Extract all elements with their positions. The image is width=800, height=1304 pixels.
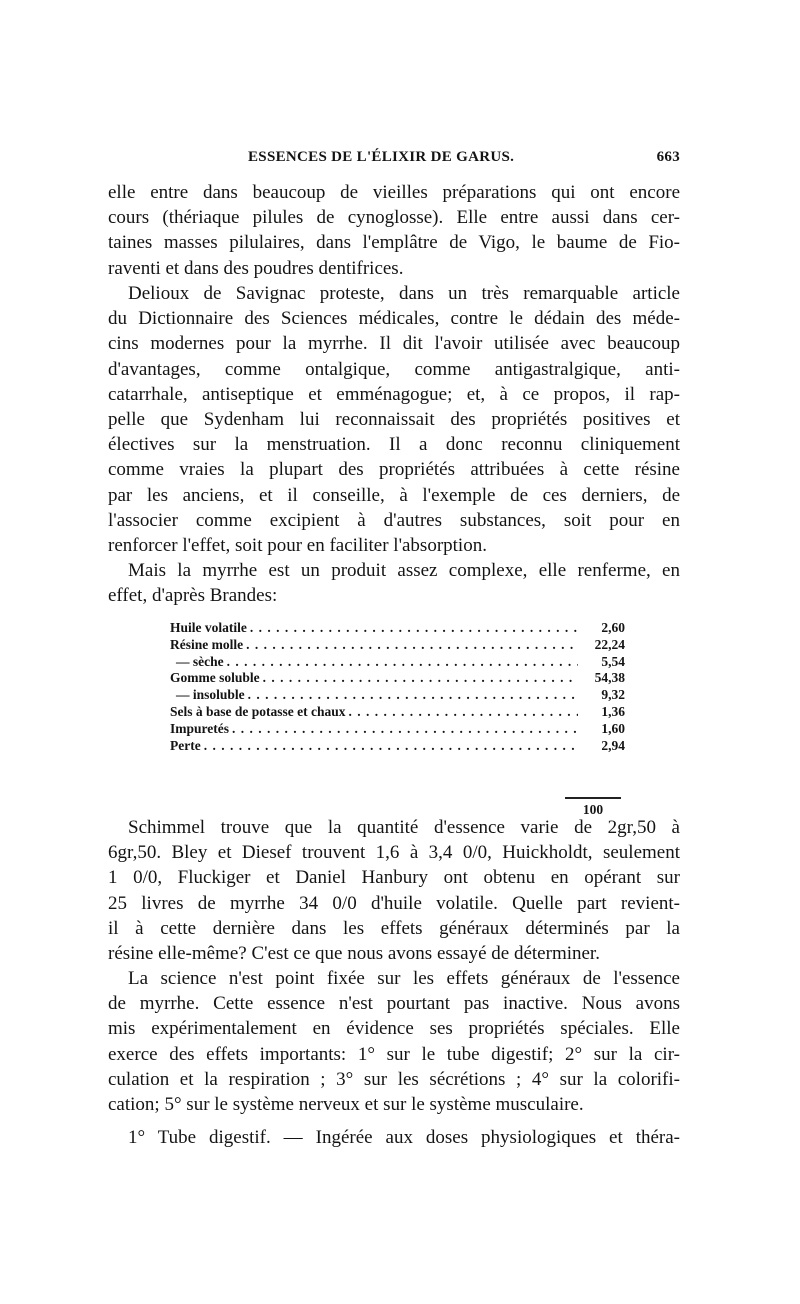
row-value: 2,60 [601, 620, 625, 635]
text-line: Schimmel trouve que la quantité d'essence varie de 2gr,50 à [128, 817, 680, 838]
paragraph-3 [108, 558, 680, 608]
text-line: il à cette dernière dans les effets généraux déterminés par la [108, 917, 680, 939]
paragraph-2 [108, 281, 680, 558]
text-line: cours (thériaque pilules de cynoglosse). Elle entre aussi dans cer- [108, 207, 680, 229]
text-line: résine elle-même? C'est ce que nous avons essayé de déterminer. [108, 942, 600, 964]
row-label: Gomme soluble [170, 670, 260, 686]
text-line: renforcer l'effet, soit pour en faciliter l'absorption. [108, 534, 487, 556]
paragraph-6 [108, 1125, 680, 1150]
text-line: 1 0/0, Fluckiger et Daniel Hanbury ont obtenu en opérant sur [108, 867, 680, 889]
table-total: 100 [582, 802, 604, 817]
table-row [170, 670, 625, 687]
leader-dots [246, 637, 578, 654]
text-line: de myrrhe. Cette essence n'est pourtant pas inactive. Nous avons [108, 993, 680, 1015]
row-label: Perte [170, 737, 201, 753]
row-label: Résine molle [170, 636, 244, 652]
text-line: raventi et dans des poudres dentifrices. [108, 257, 404, 279]
header-title: ESSENCES DE L'ÉLIXIR DE GARUS. [248, 149, 515, 165]
row-value: 9,32 [601, 687, 625, 703]
table-row [170, 721, 625, 738]
text-line: mis expérimentalement en évidence ses propriétés spéciales. Elle [108, 1018, 680, 1040]
leader-dots [204, 738, 578, 755]
row-value: 22,24 [594, 636, 625, 652]
text-line: d'avantages, comme ontalgique, comme antigastralgique, anti- [108, 358, 680, 380]
text-line: comme vraies la plupart des propriétés attribuées à cette résine [108, 459, 680, 481]
text-line: effet, d'après Brandes: [108, 585, 278, 607]
text-line: du Dictionnaire des Sciences médicales, contre le dédain des méde- [108, 308, 680, 330]
paragraph-4 [108, 815, 680, 966]
paragraph-5 [108, 966, 680, 1117]
text-line: elle entre dans beaucoup de vieilles préparations qui ont encore [108, 182, 680, 203]
text-line: par les anciens, et il conseille, à l'exemple de ces derniers, de [108, 484, 680, 506]
leader-dots [263, 670, 578, 687]
row-label: — sèche [176, 653, 224, 669]
text-line: 1° Tube digestif. — Ingérée aux doses physiologiques et théra- [128, 1127, 680, 1148]
text-line: culation et la respiration ; 3° sur les sécrétions ; 4° sur la colorifi- [108, 1068, 680, 1090]
leader-dots [349, 704, 578, 721]
leader-dots [227, 654, 578, 671]
row-label: Huile volatile [170, 620, 247, 635]
row-label: Impuretés [170, 720, 229, 736]
table-row [170, 637, 625, 654]
text-line: 25 livres de myrrhe 34 0/0 d'huile volatile. Quelle part revient- [108, 892, 680, 914]
text-line: Delioux de Savignac proteste, dans un très remarquable article [128, 283, 680, 304]
text-line: électives sur la menstruation. Il a donc reconnu cliniquement [108, 434, 680, 456]
text-line: 6gr,50. Bley et Diesef trouvent 1,6 à 3,4 0/0, Huickholdt, seulement [108, 842, 680, 864]
leader-dots [232, 721, 578, 738]
table-row [170, 620, 625, 637]
total-rule [565, 797, 621, 799]
text-line: taines masses pilulaires, dans l'emplâtre de Vigo, le baume de Fio- [108, 232, 680, 254]
row-value: 1,60 [601, 720, 625, 736]
text-line: Mais la myrrhe est un produit assez complexe, elle renferme, en [128, 560, 680, 581]
text-line: l'associer comme excipient à d'autres substances, soit pour en [108, 509, 680, 531]
row-label: — insoluble [176, 687, 245, 703]
composition-table [170, 620, 625, 754]
row-value: 2,94 [601, 737, 625, 753]
text-line: pelle que Sydenham lui reconnaissait des propriétés positives et [108, 408, 680, 430]
table-row [170, 654, 625, 671]
text-line: cation; 5° sur le système nerveux et sur le système musculaire. [108, 1093, 584, 1115]
table-row [170, 738, 625, 755]
row-value: 54,38 [594, 670, 625, 686]
text-line: La science n'est point fixée sur les effets généraux de l'essence [128, 968, 680, 989]
row-value: 1,36 [601, 703, 625, 719]
text-line: catarrhale, antiseptique et emménagogue; et, à ce propos, il rap- [108, 383, 680, 405]
row-label: Sels à base de potasse et chaux [170, 703, 346, 719]
table-row [170, 704, 625, 721]
page-number: 663 [656, 149, 680, 165]
text-line: exerce des effets importants: 1° sur le tube digestif; 2° sur la cir- [108, 1043, 680, 1065]
table-row [170, 687, 625, 704]
leader-dots [248, 687, 578, 704]
running-header [108, 149, 680, 169]
text-line: cins modernes pour la myrrhe. Il dit l'avoir utilisée avec beaucoup [108, 333, 680, 355]
paragraph-1 [108, 180, 680, 281]
row-value: 5,54 [601, 653, 625, 669]
leader-dots [250, 620, 578, 637]
